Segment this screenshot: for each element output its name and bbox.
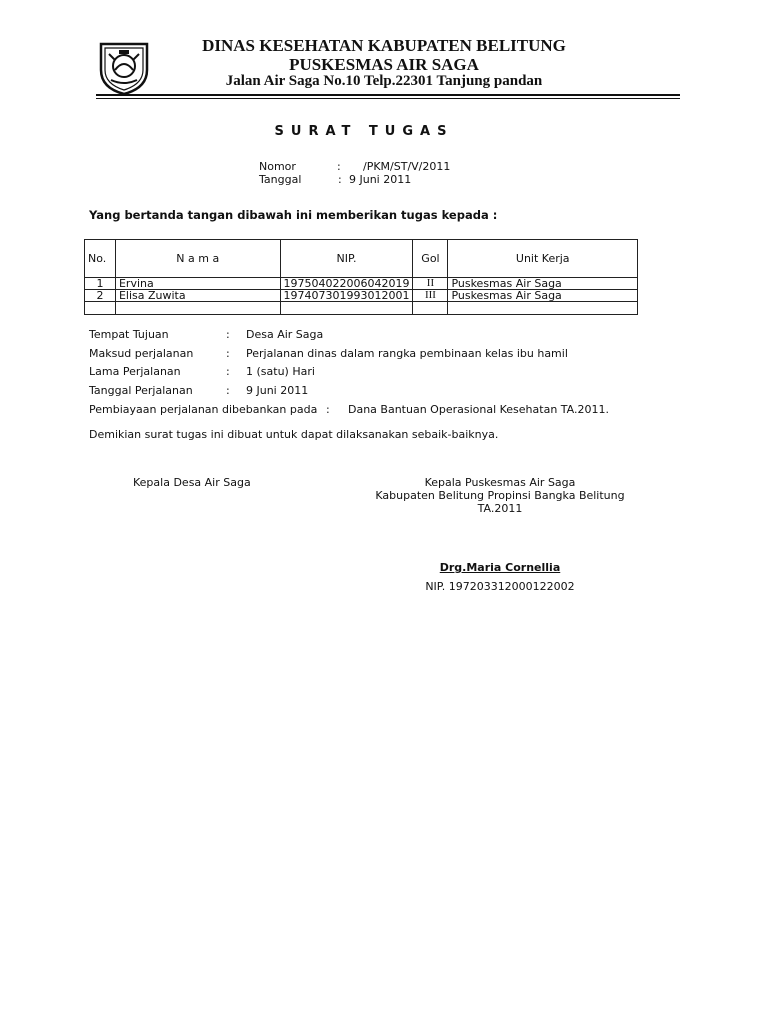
table-row-empty	[85, 302, 638, 315]
tujuan-colon: :	[226, 328, 230, 341]
right-signatory-region: Kabupaten Belitung Propinsi Bangka Belitung	[375, 489, 625, 502]
column-header-no: No.	[85, 240, 116, 278]
document-title: SURAT TUGAS	[274, 124, 454, 139]
closing-text: Demikian surat tugas ini dibuat untuk dapat dilaksanakan sebaik-baiknya.	[89, 428, 499, 441]
header-divider-thick	[96, 94, 680, 96]
table-row	[85, 278, 638, 290]
row-no: 2	[85, 290, 116, 302]
row-gol: III	[413, 290, 448, 302]
row-nama: Ervina	[115, 278, 280, 290]
signer-nip: NIP. 197203312000122002	[425, 580, 575, 593]
maksud-value: Perjalanan dinas dalam rangka pembinaan kelas ibu hamil	[246, 347, 568, 360]
column-header-unit-kerja: Unit Kerja	[448, 240, 638, 278]
row-nama: Elisa Zuwita	[115, 290, 280, 302]
tujuan-value: Desa Air Saga	[246, 328, 324, 341]
assignee-table	[84, 239, 638, 315]
signer-name: Drg.Maria Cornellia	[439, 561, 561, 574]
tanggal-value: 9 Juni 2011	[349, 173, 412, 186]
nomor-value: /PKM/ST/V/2011	[363, 160, 451, 173]
biaya-label: Pembiayaan perjalanan dibebankan pada	[89, 403, 318, 416]
lama-label: Lama Perjalanan	[89, 365, 181, 378]
row-gol: II	[413, 278, 448, 290]
row-nip: 197407301993012001	[280, 290, 413, 302]
right-signatory-title: Kepala Puskesmas Air Saga	[424, 476, 576, 489]
tanggal-perjalanan-colon: :	[226, 384, 230, 397]
table-row	[85, 290, 638, 302]
intro-text: Yang bertanda tangan dibawah ini memberikan tugas kepada :	[89, 208, 498, 222]
header-address: Jalan Air Saga No.10 Telp.22301 Tanjung pandan	[225, 73, 543, 89]
nomor-colon: :	[337, 160, 341, 173]
tujuan-label: Tempat Tujuan	[89, 328, 169, 341]
row-nip: 197504022006042019	[280, 278, 413, 290]
maksud-label: Maksud perjalanan	[89, 347, 194, 360]
maksud-colon: :	[226, 347, 230, 360]
biaya-value: Dana Bantuan Operasional Kesehatan TA.2011.	[348, 403, 609, 416]
regency-emblem-icon	[97, 40, 151, 96]
lama-value: 1 (satu) Hari	[246, 365, 315, 378]
tanggal-perjalanan-label: Tanggal Perjalanan	[89, 384, 193, 397]
column-header-nip: NIP.	[280, 240, 413, 278]
row-unit-kerja: Puskesmas Air Saga	[448, 278, 638, 290]
header-agency-name: DINAS KESEHATAN KABUPATEN BELITUNG	[202, 36, 566, 55]
tanggal-perjalanan-value: 9 Juni 2011	[246, 384, 309, 397]
left-signatory-title: Kepala Desa Air Saga	[133, 476, 251, 489]
table-header-row	[85, 240, 638, 278]
tanggal-label: Tanggal	[259, 173, 302, 186]
right-signatory-year: TA.2011	[477, 502, 523, 515]
biaya-colon: :	[326, 403, 330, 416]
header-facility-name: PUSKESMAS AIR SAGA	[289, 55, 479, 74]
nomor-label: Nomor	[259, 160, 296, 173]
row-unit-kerja: Puskesmas Air Saga	[448, 290, 638, 302]
tanggal-colon: :	[338, 173, 342, 186]
row-no: 1	[85, 278, 116, 290]
lama-colon: :	[226, 365, 230, 378]
column-header-gol: Gol	[413, 240, 448, 278]
header-divider-thin	[96, 98, 680, 99]
column-header-nama: N a m a	[115, 240, 280, 278]
